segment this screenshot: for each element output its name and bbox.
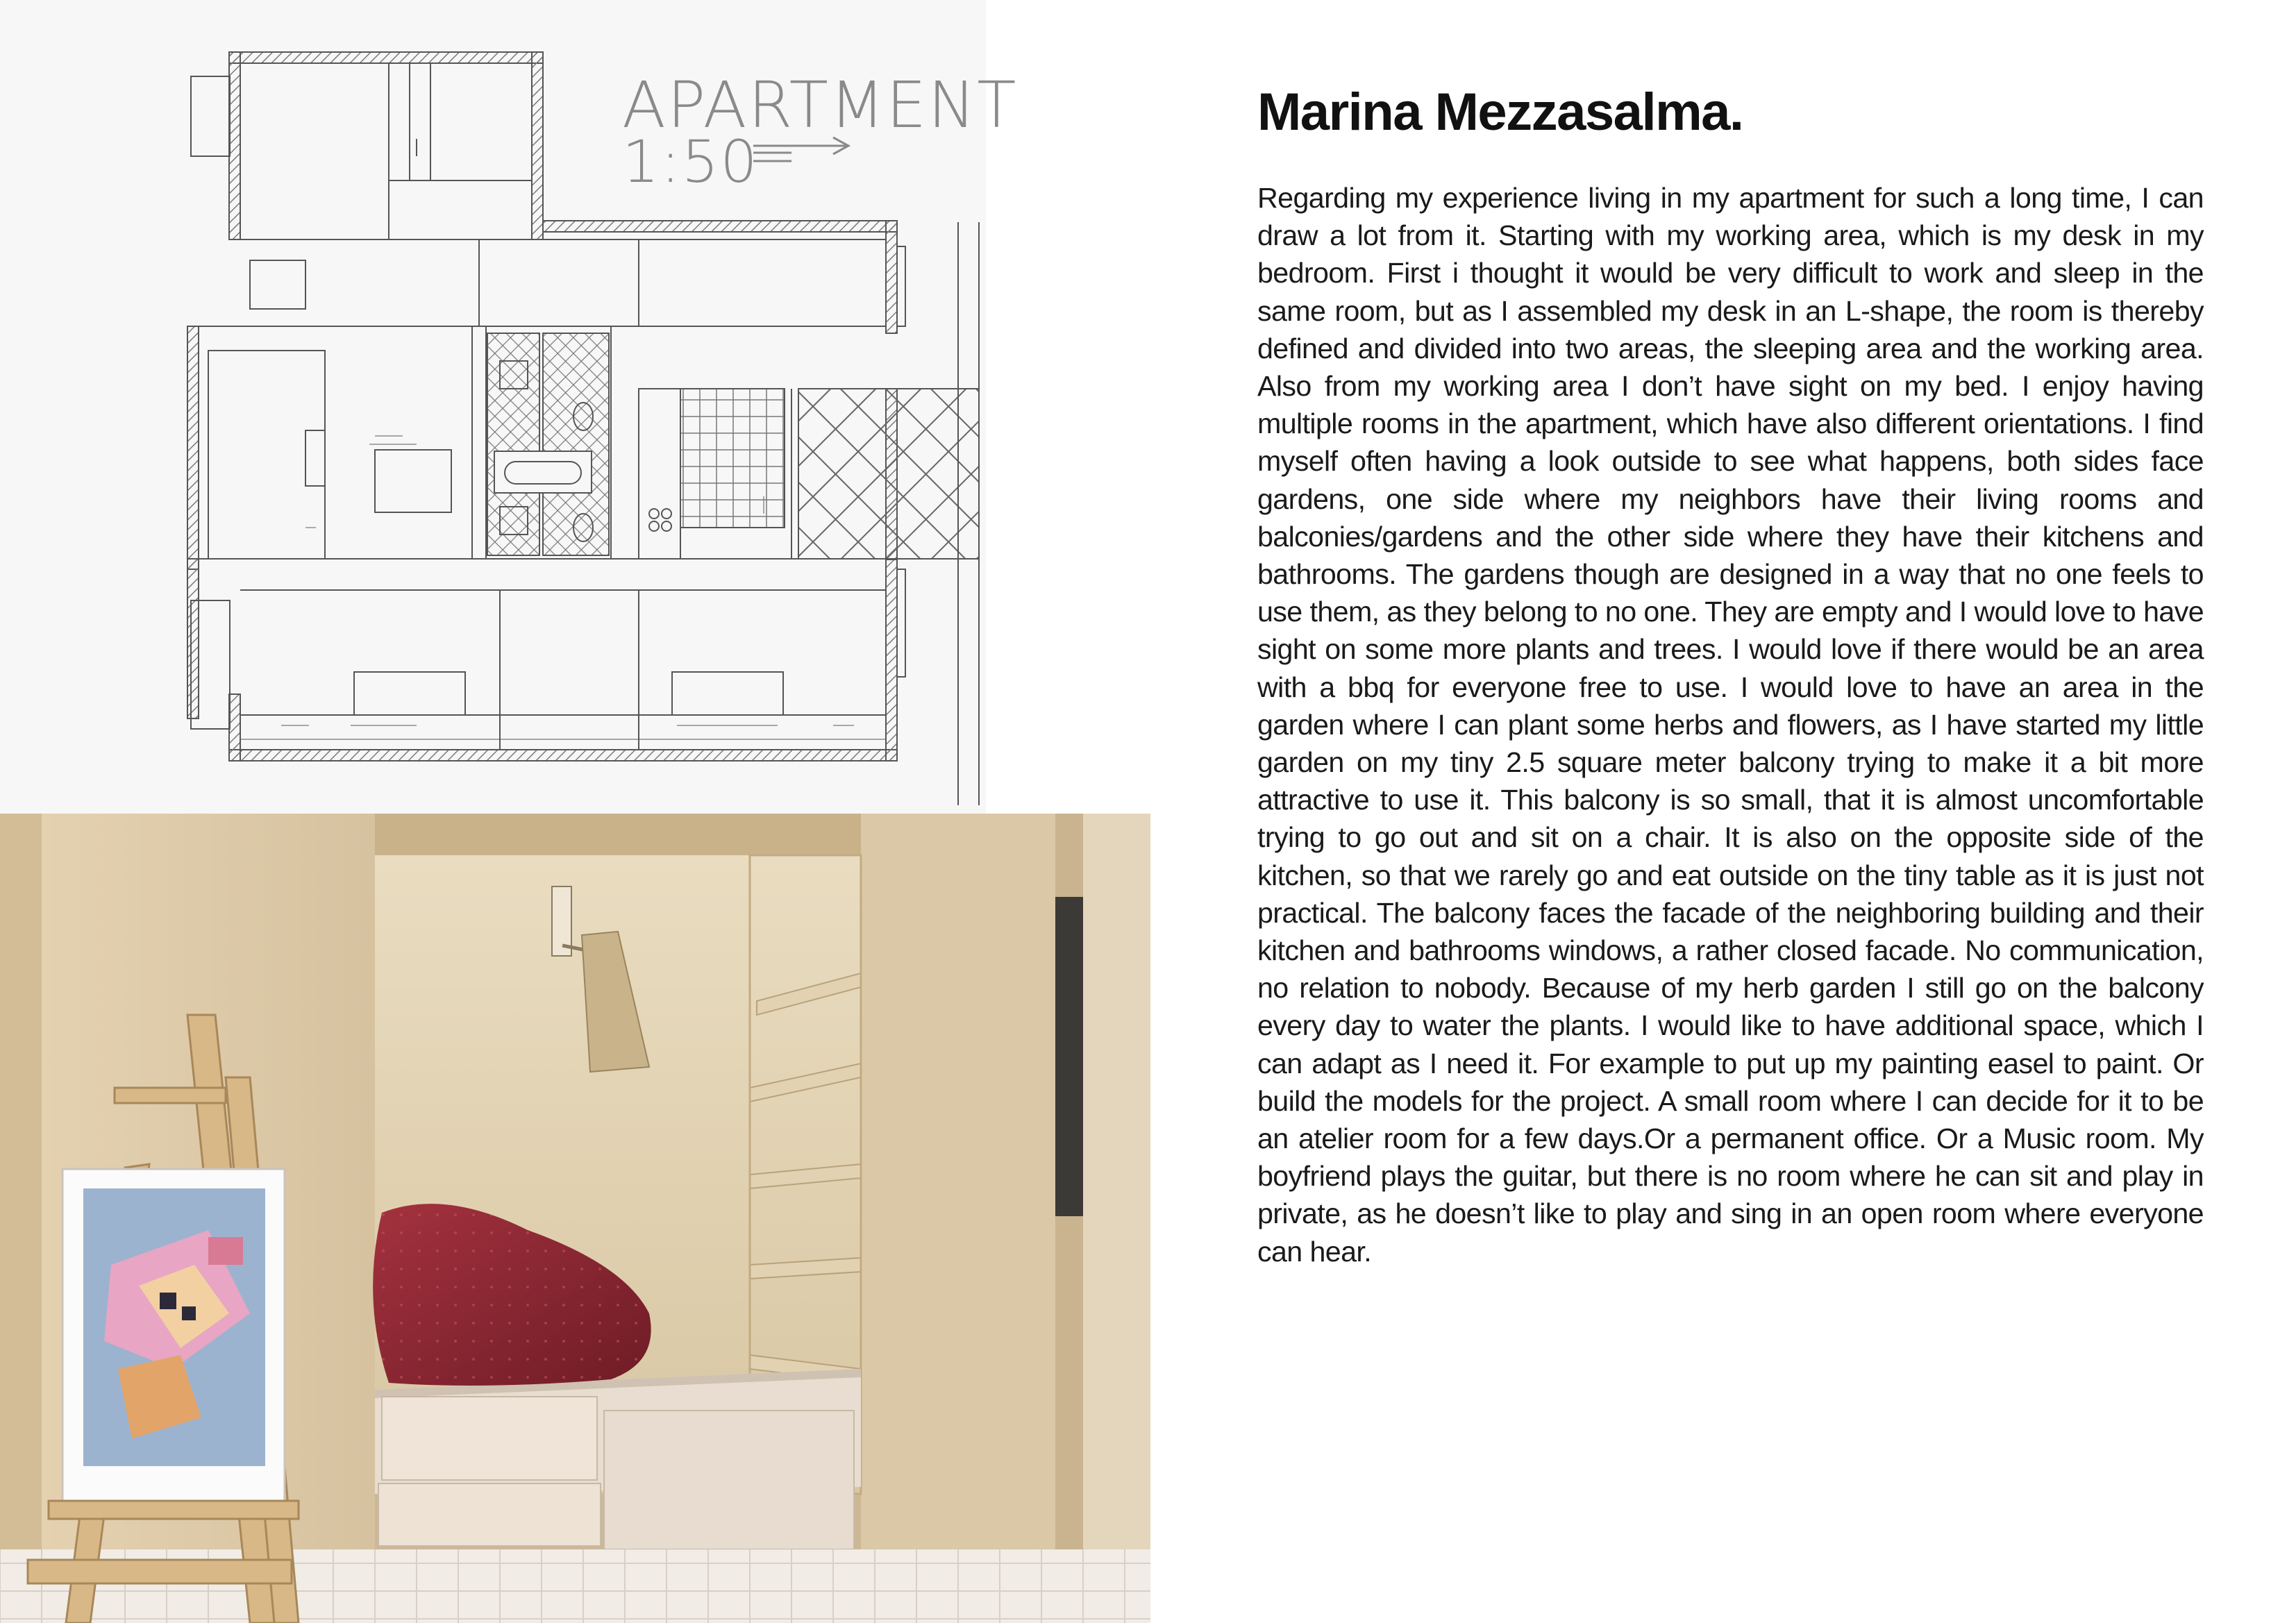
plan-scale: 1:50 <box>622 127 759 196</box>
plan-title-label <box>622 68 1018 196</box>
author-name: Marina Mezzasalma. <box>1257 83 1743 142</box>
model-photo-illustration <box>0 814 1150 1623</box>
essay-body: Regarding my experience living in my apartment for such a long time, I can draw a lot from it. Starting with my working area, which is my desk in my bedroom. First i thought it would be very difficult to work and sleep in the same room, but as I assembled my desk in an L-shape, the room is thereby defined and divided into two areas, the sleeping area and the working area. Also from my working area I don’t have sight on my bed. I enjoy having multiple rooms in the apartment, which have also different orientations. I find myself often having a look outside to see what happens, both sides face gardens, one side where my neighbors have their living rooms and balconies/gardens and the other side where they have their kitchens and bathrooms. The gardens though are designed in a way that no one feels to use them, as they belong to no one. They are empty and I would love to have sight on some more plants and trees. I would love if there would be an area with a bbq for everyone free to use. I would love to have an area in the garden where I can plant some herbs and flowers, as I have started my little garden on my tiny 2.5 square meter balcony trying to make it a bit more attractive to use it. This balcony is so small, that it is almost uncomfortable trying to go out and sit on a chair. It is also on the opposite side of the kitchen, so that we rarely go and eat outside on the tiny table as it is just not practical. The balcony faces the facade of the neighboring building and their kitchen and bathrooms windows, a rather closed facade. No communication, no relation to nobody. Because of my herb garden I still go on the balcony every day to water the plants. I would like to have additional space, which I can adapt as I need it. For example to put up my painting easel to paint. Or build the models for the project. A small room where I can decide for it to be an atelier room for a few days.Or a permanent office. Or a Music room. My boyfriend plays the guitar, but there is no room where he can sit and play in private, as he doesn’t like to play and sing in an open room where everyone can hear. <box>1257 182 2204 1268</box>
plan-title: APARTMENT <box>622 68 1018 142</box>
floor-plan-drawing <box>0 0 1018 814</box>
model-photograph <box>0 814 1150 1623</box>
